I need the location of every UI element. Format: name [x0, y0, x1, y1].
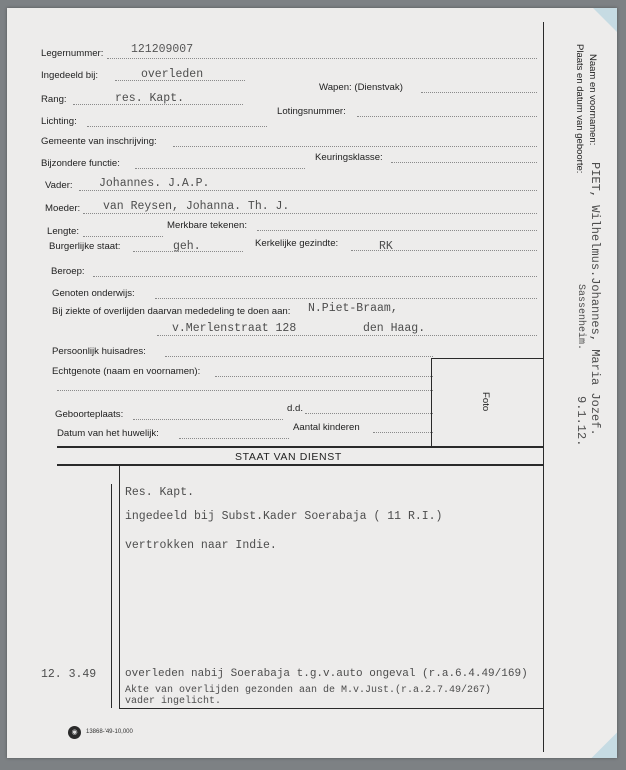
service-line-6: vader ingelicht. [125, 696, 222, 707]
service-line-2: ingedeeld bij Subst.Kader Soerabaja ( 11 R.I.) [125, 510, 443, 523]
value-contact-city: den Haag. [363, 322, 426, 335]
label-gemeente: Gemeente van inschrijving: [41, 136, 157, 147]
label-ziekte: Bij ziekte of overlijden daarvan mededeling te doen aan: [52, 306, 291, 317]
value-geboortedatum: 9.1.12. [574, 396, 588, 447]
label-merkbare: Merkbare tekenen: [167, 220, 247, 231]
label-naam: Naam en voornamen: [587, 54, 598, 146]
corner-tab [587, 728, 617, 758]
value-ingedeeld: overleden [141, 68, 204, 81]
printer-seal-icon: ◉ [68, 726, 81, 739]
label-dd: d.d. [287, 403, 304, 414]
label-lichting: Lichting: [41, 116, 77, 127]
service-line-3: vertrokken naar Indie. [125, 539, 277, 552]
corner-tab [587, 8, 617, 38]
divider [57, 446, 543, 448]
service-line-1: Res. Kapt. [125, 486, 195, 499]
label-kerkelijke: Kerkelijke gezindte: [255, 238, 339, 249]
value-kerkelijke: RK [379, 240, 393, 253]
label-vader: Vader: [45, 180, 73, 191]
service-date: 12. 3.49 [41, 668, 97, 681]
label-burgerlijke: Burgerlijke staat: [49, 241, 121, 252]
column-line [119, 466, 120, 708]
label-huwelijk: Datum van het huwelijk: [57, 428, 159, 439]
label-huisadres: Persoonlijk huisadres: [52, 346, 146, 357]
divider [119, 708, 543, 709]
label-echtgenote: Echtgenote (naam en voornamen): [52, 366, 201, 377]
value-legernummer: 121209007 [131, 43, 194, 56]
label-kinderen: Aantal kinderen [293, 422, 360, 433]
margin-line [543, 22, 544, 752]
label-onderwijs: Genoten onderwijs: [52, 288, 135, 299]
value-geboorteplaats: Sassenheim. [575, 284, 586, 351]
service-line-4: overleden nabij Soerabaja t.g.v.auto ongeval (r.a.6.4.49/169) [125, 668, 528, 680]
label-legernummer: Legernummer: [41, 48, 104, 59]
column-line [111, 484, 112, 708]
value-moeder: van Reysen, Johanna. Th. J. [103, 200, 290, 213]
label-plaats: Plaats en datum van geboorte: [574, 44, 585, 174]
label-keuringsklasse: Keuringsklasse: [315, 152, 383, 163]
personnel-card [7, 8, 617, 758]
staat-van-dienst-heading: STAAT VAN DIENST [235, 451, 342, 463]
label-moeder: Moeder: [45, 203, 81, 214]
value-rang: res. Kapt. [115, 92, 185, 105]
value-burgerlijke: geh. [173, 240, 201, 253]
label-geboorteplaats: Geboorteplaats: [55, 409, 124, 420]
divider [57, 464, 543, 466]
value-contact-name: N.Piet-Braam, [308, 302, 398, 315]
label-lotingsnummer: Lotingsnummer: [277, 106, 346, 117]
print-number: 13868-'49-10,000 [86, 729, 133, 735]
value-vader: Johannes. J.A.P. [99, 177, 210, 190]
value-naam: PIET, Wilhelmus.Johannes, Maria Jozef. [588, 162, 602, 436]
label-foto: Foto [480, 392, 491, 412]
label-rang: Rang: [41, 94, 67, 105]
label-beroep: Beroep: [51, 266, 85, 277]
label-wapen: Wapen: (Dienstvak) [319, 82, 403, 93]
label-lengte: Lengte: [47, 226, 80, 237]
value-contact-street: v.Merlenstraat 128 [172, 322, 297, 335]
label-ingedeeld: Ingedeeld bij: [41, 70, 99, 81]
label-functie: Bijzondere functie: [41, 158, 120, 169]
service-line-5: Akte van overlijden gezonden aan de M.v.Just.(r.a.2.7.49/267) [125, 685, 492, 696]
